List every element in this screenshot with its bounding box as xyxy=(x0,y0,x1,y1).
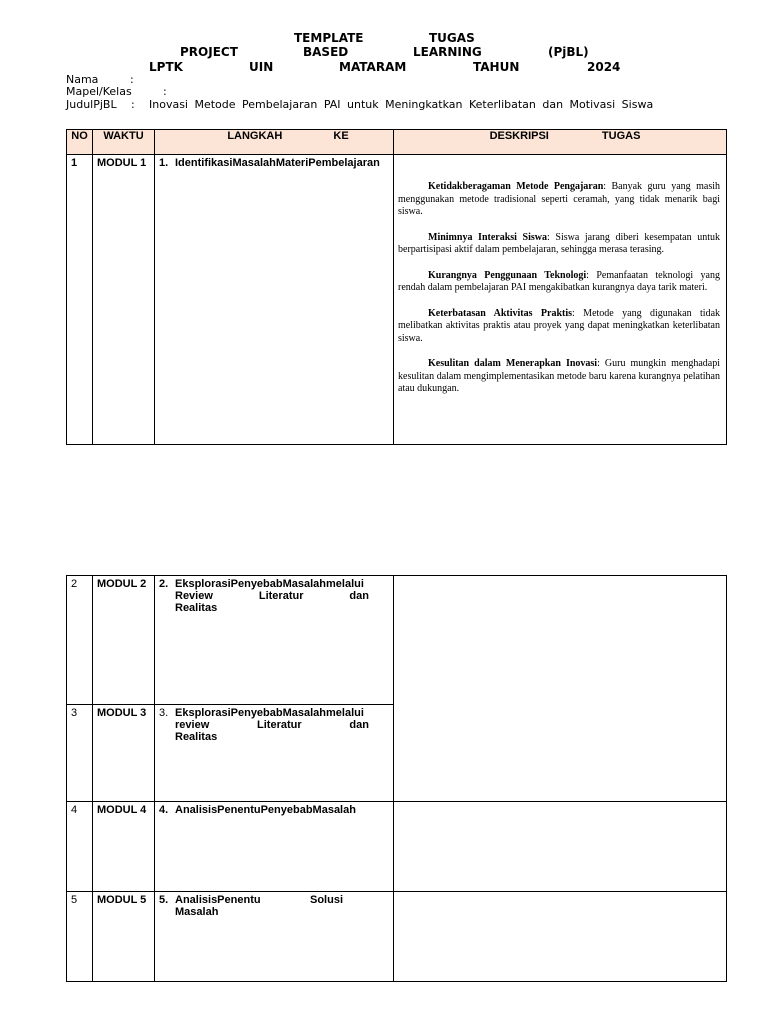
row-waktu: MODUL 1 xyxy=(93,155,155,445)
step-number: 3. xyxy=(159,707,169,719)
title-word: TAHUN xyxy=(473,60,520,74)
row-waktu: MODUL 3 xyxy=(93,705,155,802)
description-title: Minimnya Interaksi Siswa xyxy=(428,231,548,243)
row-step xyxy=(155,892,394,982)
description-title: Ketidakberagaman Metode Pengajaran xyxy=(428,181,604,192)
description-list xyxy=(394,155,726,396)
row-no: 1 xyxy=(67,155,93,445)
step-item xyxy=(155,705,393,745)
row-step xyxy=(155,705,394,802)
judul-label: JudulPjBL xyxy=(66,98,117,111)
row-description xyxy=(394,892,727,982)
langkah-word: KE xyxy=(333,130,349,142)
row-step xyxy=(155,802,394,892)
step-line: EksplorasiPenyebabMasalahmelalui xyxy=(175,578,364,590)
col-header-no: NO xyxy=(67,130,93,155)
step-item xyxy=(155,802,393,818)
nama-label: Nama xyxy=(66,73,99,86)
step-text: IdentifikasiMasalahMateriPembelajaran xyxy=(175,157,380,169)
row-waktu: MODUL 5 xyxy=(93,892,155,982)
step-line: review Literatur dan xyxy=(175,719,369,731)
step-number: 2. xyxy=(159,578,169,590)
description-item xyxy=(398,181,720,219)
table-row xyxy=(67,892,727,982)
description-item xyxy=(398,270,720,295)
langkah-word: LANGKAH xyxy=(227,130,283,142)
title-word: MATARAM xyxy=(339,60,407,74)
row-no: 5 xyxy=(67,892,93,982)
description-text: : Banyak guru yang masih menggunakan metode tradisional seperti ceramah, yang tidak menarik bagi siswa. xyxy=(398,181,720,217)
mapel-label: Mapel/Kelas xyxy=(66,85,132,98)
title-word: BASED xyxy=(303,45,349,59)
row-step xyxy=(155,155,394,445)
title-word: 2024 xyxy=(587,60,621,74)
step-text: AnalisisPenentuPenyebabMasalah xyxy=(175,804,356,816)
description-title: Kurangnya Penggunaan Teknologi xyxy=(428,269,587,281)
row-no: 3 xyxy=(67,705,93,802)
judul-colon: : xyxy=(131,98,135,111)
step-number: 5. xyxy=(159,894,169,906)
step-line: Realitas xyxy=(175,731,218,743)
step-line: AnalisisPenentu Solusi xyxy=(175,894,343,906)
step-line: Realitas xyxy=(175,602,218,614)
task-table-top xyxy=(66,129,727,445)
row-description xyxy=(394,155,727,445)
description-item xyxy=(398,308,720,346)
step-line: Masalah xyxy=(175,906,219,918)
step-text xyxy=(175,578,369,614)
description-title: Keterbatasan Aktivitas Praktis xyxy=(428,307,573,319)
description-text: : Pemanfaatan teknologi yang rendah dalam pembelajaran PAI mengakibatkan kurangnya daya tarik materi. xyxy=(398,269,720,293)
title-word: TEMPLATE xyxy=(294,31,364,45)
step-number: 4. xyxy=(159,804,169,816)
title-word: LPTK xyxy=(149,60,183,74)
table-row xyxy=(67,155,727,445)
description-item xyxy=(398,232,720,257)
row-no: 4 xyxy=(67,802,93,892)
step-text xyxy=(175,894,343,918)
nama-colon: : xyxy=(130,73,134,86)
step-line: Review Literatur dan xyxy=(175,590,369,602)
description-item xyxy=(398,358,720,396)
description-text: : Metode yang digunakan tidak melibatkan aktivitas praktis atau proyek yang dapat meningkatkan keterlibatan siswa. xyxy=(398,307,721,344)
mapel-colon: : xyxy=(163,85,167,98)
col-header-deskripsi xyxy=(394,130,727,155)
step-text xyxy=(175,707,369,743)
col-header-langkah xyxy=(155,130,394,155)
step-item xyxy=(155,576,393,616)
title-word: UIN xyxy=(249,60,274,74)
row-waktu: MODUL 4 xyxy=(93,802,155,892)
row-step xyxy=(155,576,394,705)
task-table-bottom xyxy=(66,575,727,982)
row-description xyxy=(394,576,727,802)
step-item xyxy=(155,892,393,920)
description-title: Kesulitan dalam Menerapkan Inovasi xyxy=(428,358,598,369)
judul-value: Inovasi Metode Pembelajaran PAI untuk Meningkatkan Keterlibatan dan Motivasi Siswa xyxy=(149,98,654,111)
table-row xyxy=(67,802,727,892)
deskripsi-word: TUGAS xyxy=(601,130,641,142)
row-description xyxy=(394,802,727,892)
row-no: 2 xyxy=(67,576,93,705)
deskripsi-word: DESKRIPSI xyxy=(489,130,549,142)
title-word: TUGAS xyxy=(429,31,475,45)
description-text: : Siswa jarang diberi kesempatan untuk berpartisipasi aktif dalam pembelajaran, sehingga merasa terasing. xyxy=(398,231,721,255)
title-word: PROJECT xyxy=(180,45,238,59)
step-item xyxy=(155,155,393,171)
table-row xyxy=(67,576,727,705)
title-word: (PjBL) xyxy=(548,45,589,59)
row-waktu: MODUL 2 xyxy=(93,576,155,705)
col-header-waktu: WAKTU xyxy=(93,130,155,155)
table-header-row xyxy=(67,130,727,155)
description-text: : Guru mungkin menghadapi kesulitan dalam mengimplementasikan metode baru karena kurangnya pelatihan atau dukungan. xyxy=(398,358,720,394)
title-word: LEARNING xyxy=(413,45,482,59)
step-line: EksplorasiPenyebabMasalahmelalui xyxy=(175,707,364,719)
step-number: 1. xyxy=(159,157,169,169)
